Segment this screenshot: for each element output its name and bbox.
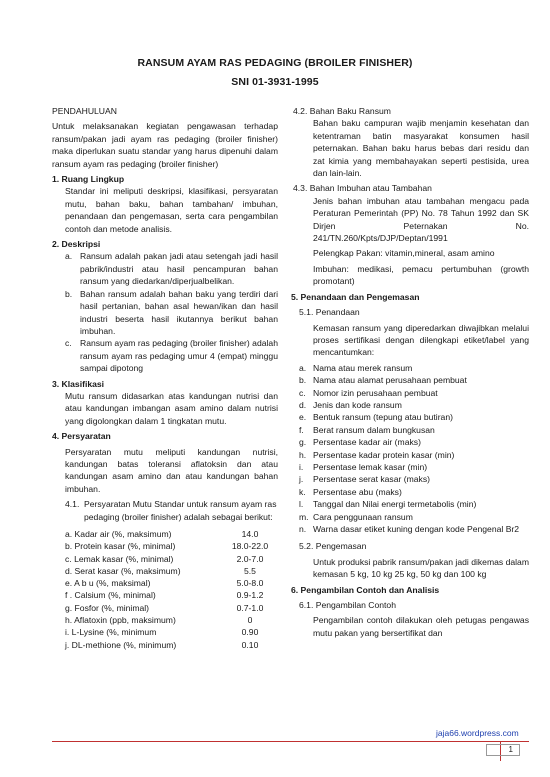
section-heading-klasifikasi: 3. Klasifikasi [52, 378, 105, 389]
subsection-heading-6-1: 6.1. Pengambilan Contoh [299, 600, 396, 611]
quality-requirements-table [65, 528, 275, 651]
list-item: l. Tanggal dan Nilai energi termetabolis (min) [299, 499, 477, 510]
table-row: h. Aflatoxin (ppb, maksimum) 0 [65, 615, 253, 626]
pendahuluan-text: Untuk melaksanakan kegiatan pengawasan terhadap ransum/pakan jadi ayam ras pedaging (broiler finisher) maka diperlukan suatu standar yang harus dipenuhi dalam ransum ayam ras pedaging (broiler finisher) [52, 121, 278, 169]
right-column [291, 105, 529, 639]
penandaan-text: Kemasan ransum yang diperedarkan diwajibkan melalui proses sertifikasi dengan dilengkapi etiket/label yang mencantumkan: [313, 322, 529, 358]
section-heading-persyaratan: 4. Persyaratan [52, 431, 111, 442]
table-row: j. DL-methione (%, minimum) 0.10 [65, 639, 259, 650]
bahan-imbuhan-text: Jenis bahan imbuhan atau tambahan mengacu pada Peraturan Pemerintah (PP) No. 78 Tahun 1992 dan SK Dirjen Peternakan No. 241/TN.260/Kpts/DJP/Deptan/1991 [313, 195, 529, 244]
persyaratan-text: Persyaratan mutu meliputi kandungan nutrisi, kandungan batas toleransi aflatoksin dan atau kandungan asam amino dan atau kandungan bahan imbuhan. [65, 446, 278, 494]
ruang-lingkup-text: Standar ini meliputi deskripsi, klasifikasi, persyaratan mutu, bahan baku, bahan tambahan/ imbuhan, penandaan dan pengemasan, serta cara pengambilan contoh dan metode analisis. [65, 186, 278, 234]
imbuhan-text: Imbuhan: medikasi, pemacu pertumbuhan (growth promotant) [313, 263, 529, 287]
table-row: e. A b u (%, maksimal) 5.0-8.0 [65, 578, 264, 589]
footer-divider [52, 741, 529, 742]
list-item: k. Persentase abu (maks) [299, 486, 402, 497]
left-column [52, 105, 278, 651]
list-item: n. Warna dasar etiket kuning dengan kode Pengenal Br2 [299, 524, 520, 534]
pengemasan-text: Untuk produksi pabrik ransum/pakan jadi dikemas dalam kemasan 5 kg, 10 kg 25 kg, 50 kg dan 100 kg [313, 556, 529, 580]
document-standard-code: SNI 01-3931-1995 [231, 76, 319, 88]
list-item: c. Nomor izin perusahaan pembuat [299, 387, 438, 398]
section-heading-ruang-lingkup: 1. Ruang Lingkup [52, 174, 125, 185]
list-item: g. Persentase kadar air (maks) [299, 437, 421, 448]
section-heading-penandaan-pengemasan: 5. Penandaan dan Pengemasan [291, 291, 420, 302]
section-heading-pendahuluan: PENDAHULUAN [52, 106, 117, 116]
subsection-heading-5-1: 5.1. Penandaan [299, 307, 360, 318]
table-row: d. Serat kasar (%, maksimum) 5.5 [65, 565, 256, 576]
list-item: b. Bahan ransum adalah bahan baku yang terdiri dari hasil pertanian, bahan asal hewan/ikan dan hasil industri beserta hasil ikutannya berikut bahan imbuhan. [65, 288, 278, 336]
section-heading-deskripsi: 2. Deskripsi [52, 239, 101, 250]
section-heading-pengambilan-contoh: 6. Pengambilan Contoh dan Analisis [291, 584, 440, 595]
page-number: 1 [486, 744, 520, 756]
subsection-4-1: 4.1. Persyaratan Mutu Standar untuk ransum ayam ras pedaging (broiler finisher) adalah sebagai berikut: [65, 499, 277, 522]
pengambilan-contoh-text: Pengambilan contoh dilakukan oleh petugas pengawas mutu pakan yang bersertifikat dan [313, 615, 529, 638]
table-row: g. Fosfor (%, minimal) 0.7-1.0 [65, 602, 264, 613]
footer-site-link[interactable]: jaja66.wordpress.com [436, 728, 519, 738]
subsection-heading-4-2: 4.2. Bahan Baku Ransum [293, 106, 391, 116]
list-item: b. Nama atau alamat perusahaan pembuat [299, 375, 467, 386]
list-item: f. Berat ransum dalam bungkusan [299, 424, 435, 435]
list-item: e. Bentuk ransum (tepung atau butiran) [299, 412, 453, 423]
list-item: a. Nama atau merek ransum [299, 362, 413, 373]
list-item: a. Ransum adalah pakan jadi atau setengah jadi hasil pabrik/industri atau hasil pencampuran bahan ransum yang diedarkan/diperjualbelikan. [65, 251, 278, 287]
pelengkap-pakan-text: Pelengkap Pakan: vitamin,mineral, asam amino [313, 248, 495, 259]
list-item: c. Ransum ayam ras pedaging (broiler finisher) adalah ransum ayam ras pedaging umur 4 (empat) minggu sampai dipotong [65, 338, 278, 374]
klasifikasi-text: Mutu ransum didasarkan atas kandungan nutrisi dan atau kandungan imbangan asam amino dalam nutrisi yang digolongkan dalam 1 tingkatan mutu. [65, 390, 278, 426]
subsection-heading-5-2: 5.2. Pengemasan [299, 541, 367, 552]
bahan-baku-text: Bahan baku campuran wajib menjamin kesehatan dan ketentraman batin masyarakat konsumen hasil peternakan. Bahan baku harus bebas dari residu dan zat kimia yang membahayakan seperti pestisida, urea dan lain-lain. [313, 118, 529, 179]
table-row: c. Lemak kasar (%, minimal) 2.0-7.0 [65, 553, 264, 564]
table-row: b. Protein kasar (%, minimal) 18.0-22.0 [65, 541, 269, 552]
list-item: j. Persentase serat kasar (maks) [299, 474, 431, 485]
list-item: h. Persentase kadar protein kasar (min) [299, 449, 455, 460]
table-row: i. L-Lysine (%, minimum 0.90 [65, 627, 259, 638]
list-item: d. Jenis dan kode ransum [299, 399, 402, 410]
table-row: f . Calsium (%, minimal) 0.9-1.2 [65, 590, 264, 601]
subsection-heading-4-3: 4.3. Bahan Imbuhan atau Tambahan [293, 183, 432, 194]
document-title: RANSUM AYAM RAS PEDAGING (BROILER FINISHER) [137, 57, 413, 69]
list-item: m. Cara penggunaan ransum [299, 511, 413, 522]
list-item: i. Persentase lemak kasar (min) [299, 461, 428, 472]
table-row: a. Kadar air (%, maksimum) 14.0 [65, 529, 259, 539]
